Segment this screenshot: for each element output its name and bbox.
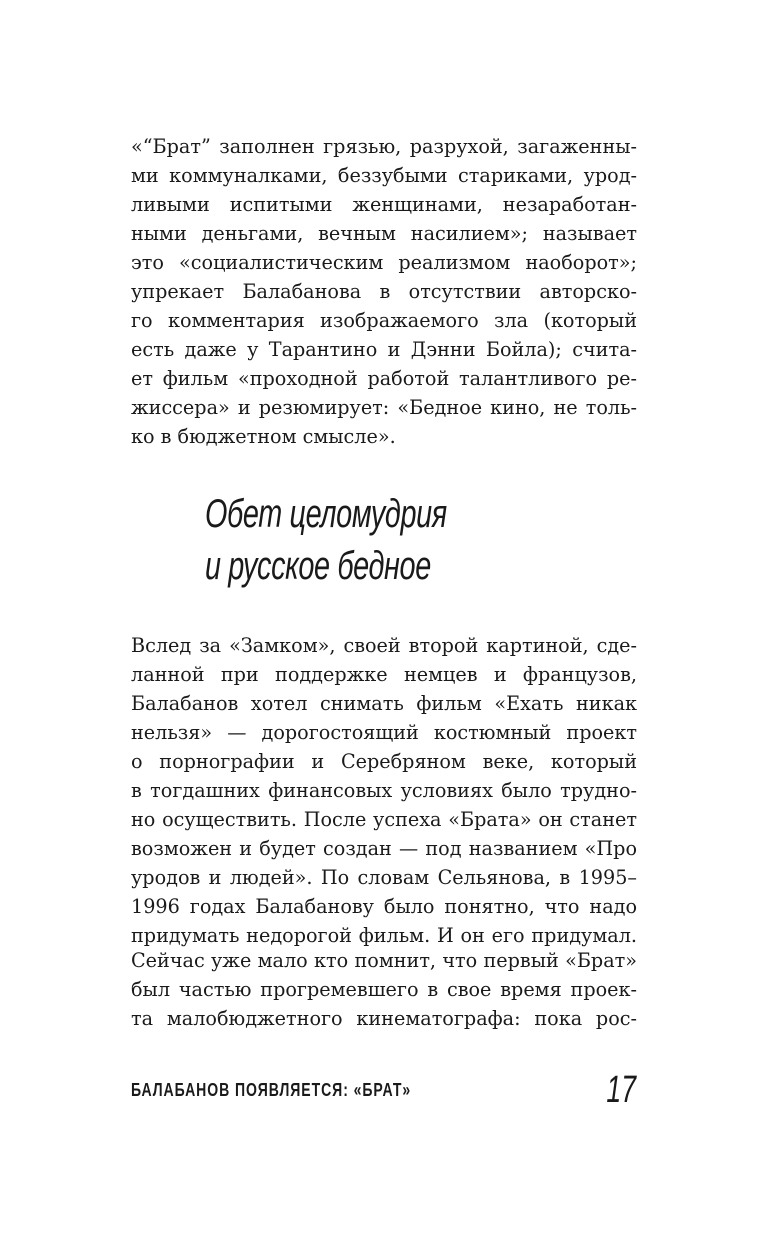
- section-heading-line: Обет целомудрия: [205, 492, 447, 536]
- section-heading: [205, 488, 447, 592]
- text-line: ко в бюджетном смысле».: [131, 425, 396, 448]
- paragraph-review-quote: [131, 132, 637, 451]
- text-line: упрекает Балабанова в отсутствии авторско-: [131, 280, 637, 303]
- text-line: уродов и людей». По словам Сельянова, в 1995–: [131, 866, 637, 889]
- text-line: «“Брат” заполнен грязью, разрухой, загаженны-: [131, 135, 637, 158]
- text-line: ливыми испитыми женщинами, незаработан-: [131, 193, 637, 216]
- paragraph-castle-film: [131, 631, 637, 950]
- paragraph-low-budget: [131, 946, 637, 1033]
- text-line: ланной при поддержке немцев и французов,: [131, 663, 637, 686]
- text-line: Балабанов хотел снимать фильм «Ехать никак: [131, 692, 637, 715]
- text-line: возможен и будет создан — под названием «Про: [131, 837, 637, 860]
- running-title: БАЛАБАНОВ ПОЯВЛЯЕТСЯ: «БРАТ»: [131, 1080, 412, 1100]
- text-line: придумать недорогой фильм. И он его придумал.: [131, 924, 637, 947]
- text-line: 1996 годах Балабанову было понятно, что надо: [131, 895, 637, 918]
- text-line: был частью прогремевшего в свое время проек-: [131, 978, 637, 1001]
- text-line: ет фильм «проходной работой талантливого ре-: [131, 367, 637, 390]
- text-line: та малобюджетного кинематографа: пока рос-: [131, 1007, 637, 1030]
- text-line: ми коммуналками, беззубыми стариками, урод-: [131, 164, 637, 187]
- text-line: жиссера» и резюмирует: «Бедное кино, не толь-: [131, 396, 637, 419]
- text-line: го комментария изображаемого зла (который: [131, 309, 637, 332]
- text-line: нельзя» — дорогостоящий костюмный проект: [131, 721, 637, 744]
- text-line: Вслед за «Замком», своей второй картиной, сде-: [131, 634, 637, 657]
- text-line: есть даже у Тарантино и Дэнни Бойла); счита-: [131, 338, 637, 361]
- text-line: но осуществить. После успеха «Брата» он станет: [131, 808, 637, 831]
- text-line: ными деньгами, вечным насилием»; называет: [131, 222, 637, 245]
- text-line: о порнографии и Серебряном веке, который: [131, 750, 637, 773]
- text-line: в тогдашних финансовых условиях было трудно-: [131, 779, 637, 802]
- text-line: Сейчас уже мало кто помнит, что первый «Брат»: [131, 949, 637, 972]
- text-line: это «социалистическим реализмом наоборот»;: [131, 251, 637, 274]
- page-number: 17: [606, 1069, 636, 1111]
- section-heading-line: и русское бедное: [205, 544, 431, 588]
